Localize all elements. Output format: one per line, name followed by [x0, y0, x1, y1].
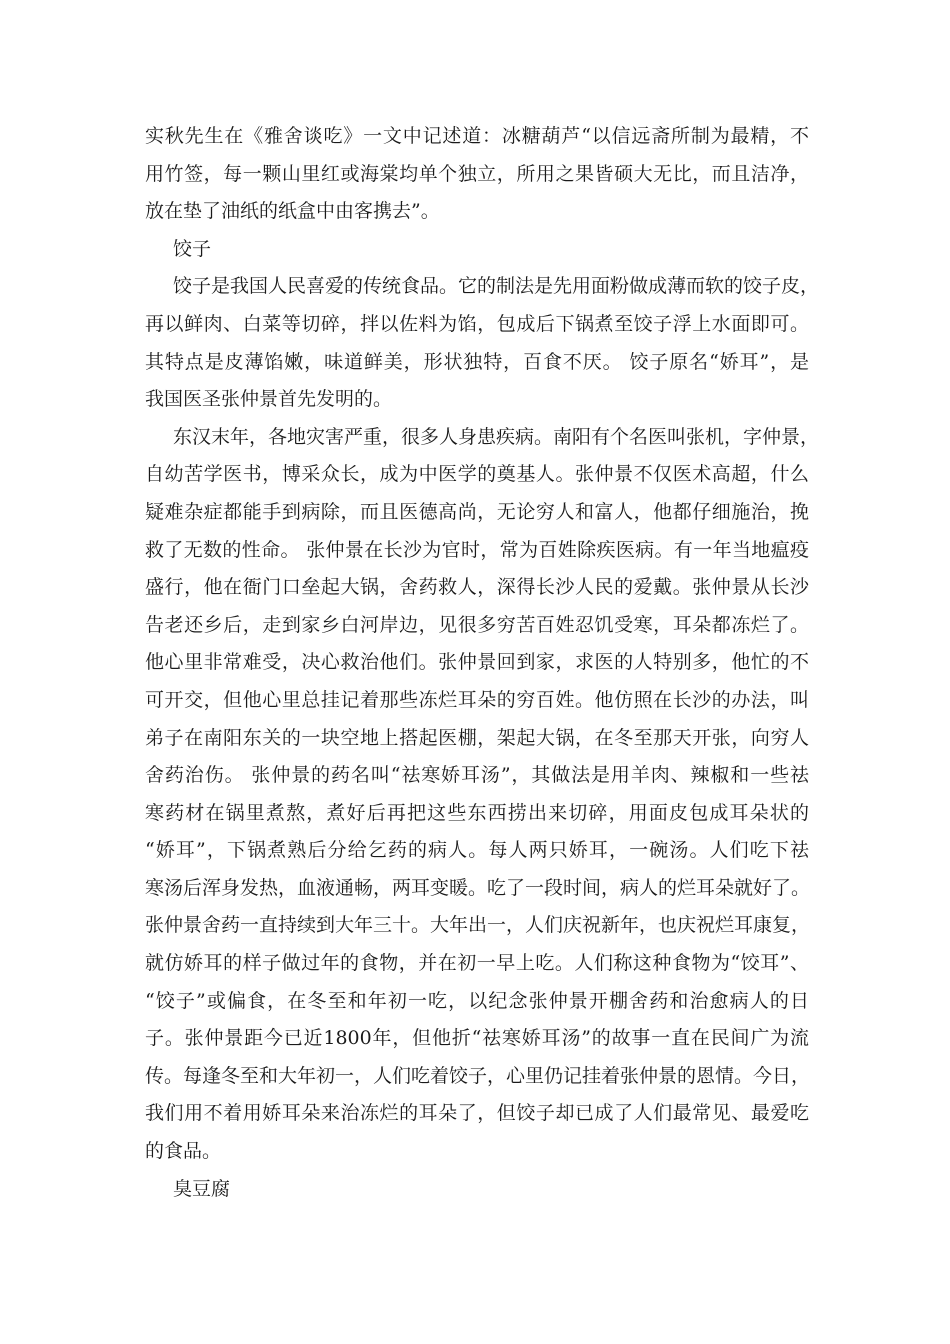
- section-heading: 臭豆腐: [173, 1177, 231, 1200]
- text-line: 放在垫了油纸的纸盒中由客携去”。: [145, 200, 440, 223]
- text-line: 传。每逢冬至和大年初一，人们吃着饺子，心里仍记挂着张仲景的恩情。今日，: [145, 1064, 811, 1087]
- text-line: 再以鲜肉、白菜等切碎，拌以佐料为馅，包成后下锅煮至饺子浮上水面即可。: [145, 312, 809, 335]
- text-line: 疑难杂症都能手到病除，而且医德高尚，无论穷人和富人，他都仔细施治，挽: [145, 500, 809, 523]
- text-line: 自幼苦学医书，博采众长，成为中医学的奠基人。张仲景不仅医术高超，什么: [145, 463, 809, 486]
- text-line: 救了无数的性命。 张仲景在长沙为官时，常为百姓除疾医病。有一年当地瘟疫: [145, 538, 809, 561]
- text-line: 盛行，他在衙门口垒起大锅，舍药救人，深得长沙人民的爱戴。张仲景从长沙: [145, 576, 809, 599]
- text-line: 寒药材在锅里煮熬，煮好后再把这些东西捞出来切碎，用面皮包成耳朵状的: [145, 801, 809, 824]
- text-line: 可开交，但他心里总挂记着那些冻烂耳朵的穷百姓。他仿照在长沙的办法，叫: [145, 688, 809, 711]
- text-line: 舍药治伤。 张仲景的药名叫“祛寒娇耳汤”，其做法是用羊肉、辣椒和一些祛: [145, 764, 809, 787]
- text-line: 告老还乡后，走到家乡白河岸边，见很多穷苦百姓忍饥受寒，耳朵都冻烂了。: [145, 613, 809, 636]
- text-line: 他心里非常难受，决心救治他们。张仲景回到家，求医的人特别多，他忙的不: [145, 651, 809, 674]
- text-line: 我们用不着用娇耳朵来治冻烂的耳朵了，但饺子却已成了人们最常见、最爱吃: [145, 1102, 809, 1125]
- text-line: 用竹签，每一颗山里红或海棠均单个独立，所用之果皆硕大无比，而且洁净，: [145, 162, 809, 185]
- text-line: 东汉末年，各地灾害严重，很多人身患疾病。南阳有个名医叫张机，字仲景，: [173, 425, 820, 448]
- text-line: 张仲景舍药一直持续到大年三十。大年出一，人们庆祝新年，也庆祝烂耳康复，: [145, 914, 811, 937]
- text-line: 就仿娇耳的样子做过年的食物，并在初一早上吃。人们称这种食物为“饺耳”、: [145, 952, 809, 975]
- text-line: “娇耳”，下锅煮熟后分给乞药的病人。每人两只娇耳，一碗汤。人们吃下祛: [145, 839, 809, 862]
- text-line: 饺子是我国人民喜爱的传统食品。它的制法是先用面粉做成薄而软的饺子皮，: [173, 275, 820, 298]
- section-heading: 饺子: [173, 237, 212, 260]
- text-line: 寒汤后浑身发热，血液通畅，两耳变暖。吃了一段时间，病人的烂耳朵就好了。: [145, 876, 811, 899]
- text-line: 实秋先生在《雅舍谈吃》一文中记述道：冰糖葫芦“以信远斋所制为最精，不: [145, 125, 809, 147]
- document-body: [145, 118, 820, 1208]
- text-line: 我国医圣张仲景首先发明的。: [145, 388, 393, 411]
- text-line: “饺子”或偏食，在冬至和年初一吃，以纪念张仲景开棚舍药和治愈病人的日: [145, 989, 809, 1012]
- text-line: 弟子在南阳东关的一块空地上搭起医棚，架起大锅，在冬至那天开张，向穷人: [145, 726, 809, 749]
- text-line: 的食品。: [145, 1140, 222, 1163]
- text-line: 子。张仲景距今已近1800年，但他折“祛寒娇耳汤”的故事一直在民间广为流: [145, 1027, 809, 1050]
- text-line: 其特点是皮薄馅嫩，味道鲜美，形状独特，百食不厌。 饺子原名“娇耳”，是: [145, 350, 809, 373]
